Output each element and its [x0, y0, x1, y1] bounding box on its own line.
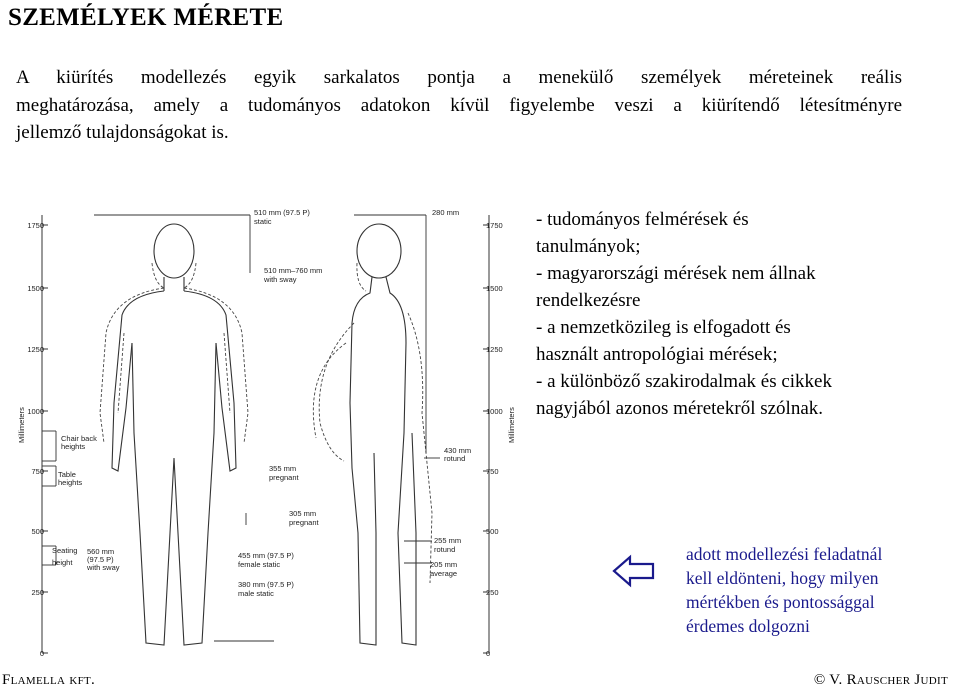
axis-unit-label: Millimeters — [17, 407, 26, 443]
bullet-line: használt antropológiai mérések; — [536, 344, 778, 365]
fig-label: male static — [238, 589, 274, 598]
front-view-figure — [112, 224, 236, 645]
fig-label: 380 mm (97.5 P) — [238, 580, 294, 589]
tick-label: 0 — [39, 649, 44, 658]
fig-label: Seating — [52, 546, 78, 555]
fig-label: heights — [58, 478, 83, 487]
tick-label: 500 — [486, 527, 499, 536]
tick-label: 1000 — [486, 407, 503, 416]
tick-label: 1500 — [486, 284, 503, 293]
side-view-figure — [350, 224, 416, 645]
intro-line: jellemző tulajdonságokat is. — [16, 122, 229, 143]
tick-label: 750 — [486, 467, 499, 476]
tick-label: 1500 — [27, 284, 44, 293]
tick-label: 1750 — [27, 221, 44, 230]
tick-label: 0 — [486, 649, 491, 658]
fig-label: 205 mm — [430, 560, 458, 569]
fig-label: pregnant — [269, 473, 299, 482]
fig-label: pregnant — [289, 518, 319, 527]
tick-label: 1250 — [486, 345, 503, 354]
fig-label: 510 mm (97.5 P) — [254, 208, 310, 217]
fig-label: rotund — [444, 454, 466, 463]
fig-label: 455 mm (97.5 P) — [238, 551, 294, 560]
fig-label: 255 mm — [434, 536, 462, 545]
fig-label: with sway — [87, 563, 120, 572]
fig-label: Chair back — [61, 434, 97, 443]
bullet-line: - a különböző szakirodalmak és cikkek — [536, 371, 832, 392]
body-dimensions-diagram — [14, 203, 516, 665]
note-line: kell eldönteni, hogy milyen — [686, 568, 879, 588]
fig-label: rotund — [434, 545, 456, 554]
note-line: mértékben és pontossággal — [686, 592, 875, 612]
bullet-line: rendelkezésre — [536, 290, 641, 311]
tick-label: 250 — [31, 588, 44, 597]
tick-label: 750 — [31, 467, 44, 476]
tick-label: 500 — [31, 527, 44, 536]
fig-label: (97.5 P) — [87, 555, 114, 564]
bullet-line: - tudományos felmérések és — [536, 209, 749, 230]
fig-label: with sway — [264, 275, 297, 284]
note-block — [686, 542, 882, 638]
fig-label: female static — [238, 560, 281, 569]
tick-label: 1750 — [486, 221, 503, 230]
intro-line: A kiürítés modellezés egyik sarkalatos pontja a menekülő személyek méreteinek reális — [16, 67, 902, 88]
fig-label: 510 mm–760 mm — [264, 266, 323, 275]
footer-company: Flamella kft. — [2, 672, 96, 688]
fig-label: static — [254, 217, 272, 226]
axis-unit-label: Millimeters — [507, 407, 516, 443]
fig-label: average — [430, 569, 458, 578]
fig-label: 305 mm — [289, 509, 317, 518]
fig-label: height — [52, 558, 73, 567]
left-arrow-icon — [612, 553, 656, 589]
bullet-line: - magyarországi mérések nem állnak — [536, 263, 816, 284]
bullet-list — [536, 206, 916, 422]
page-title: SZEMÉLYEK MÉRETE — [8, 4, 284, 31]
fig-label: heights — [61, 442, 86, 451]
body-dimensions-figure — [14, 203, 516, 665]
fig-label: 355 mm — [269, 464, 297, 473]
bullet-line: - a nemzetközileg is elfogadott és — [536, 317, 791, 338]
fig-label: 560 mm — [87, 547, 115, 556]
note-line: adott modellezési feladatnál — [686, 544, 883, 564]
bullet-line: tanulmányok; — [536, 236, 641, 257]
tick-label: 1250 — [27, 345, 44, 354]
fig-label: 430 mm — [444, 446, 472, 455]
intro-paragraph — [16, 64, 902, 147]
bullet-line: nagyjából azonos méretekről szólnak. — [536, 398, 824, 419]
note-line: érdemes dolgozni — [686, 616, 810, 636]
tick-label: 250 — [486, 588, 499, 597]
intro-line: meghatározása, amely a tudományos adatokon kívül figyelembe veszi a kiürítendő létesítményre — [16, 94, 902, 116]
tick-label: 1000 — [27, 407, 44, 416]
footer-author: © V. Rauscher Judit — [813, 672, 948, 688]
fig-label: Table — [58, 470, 76, 479]
fig-label: 280 mm — [432, 208, 460, 217]
